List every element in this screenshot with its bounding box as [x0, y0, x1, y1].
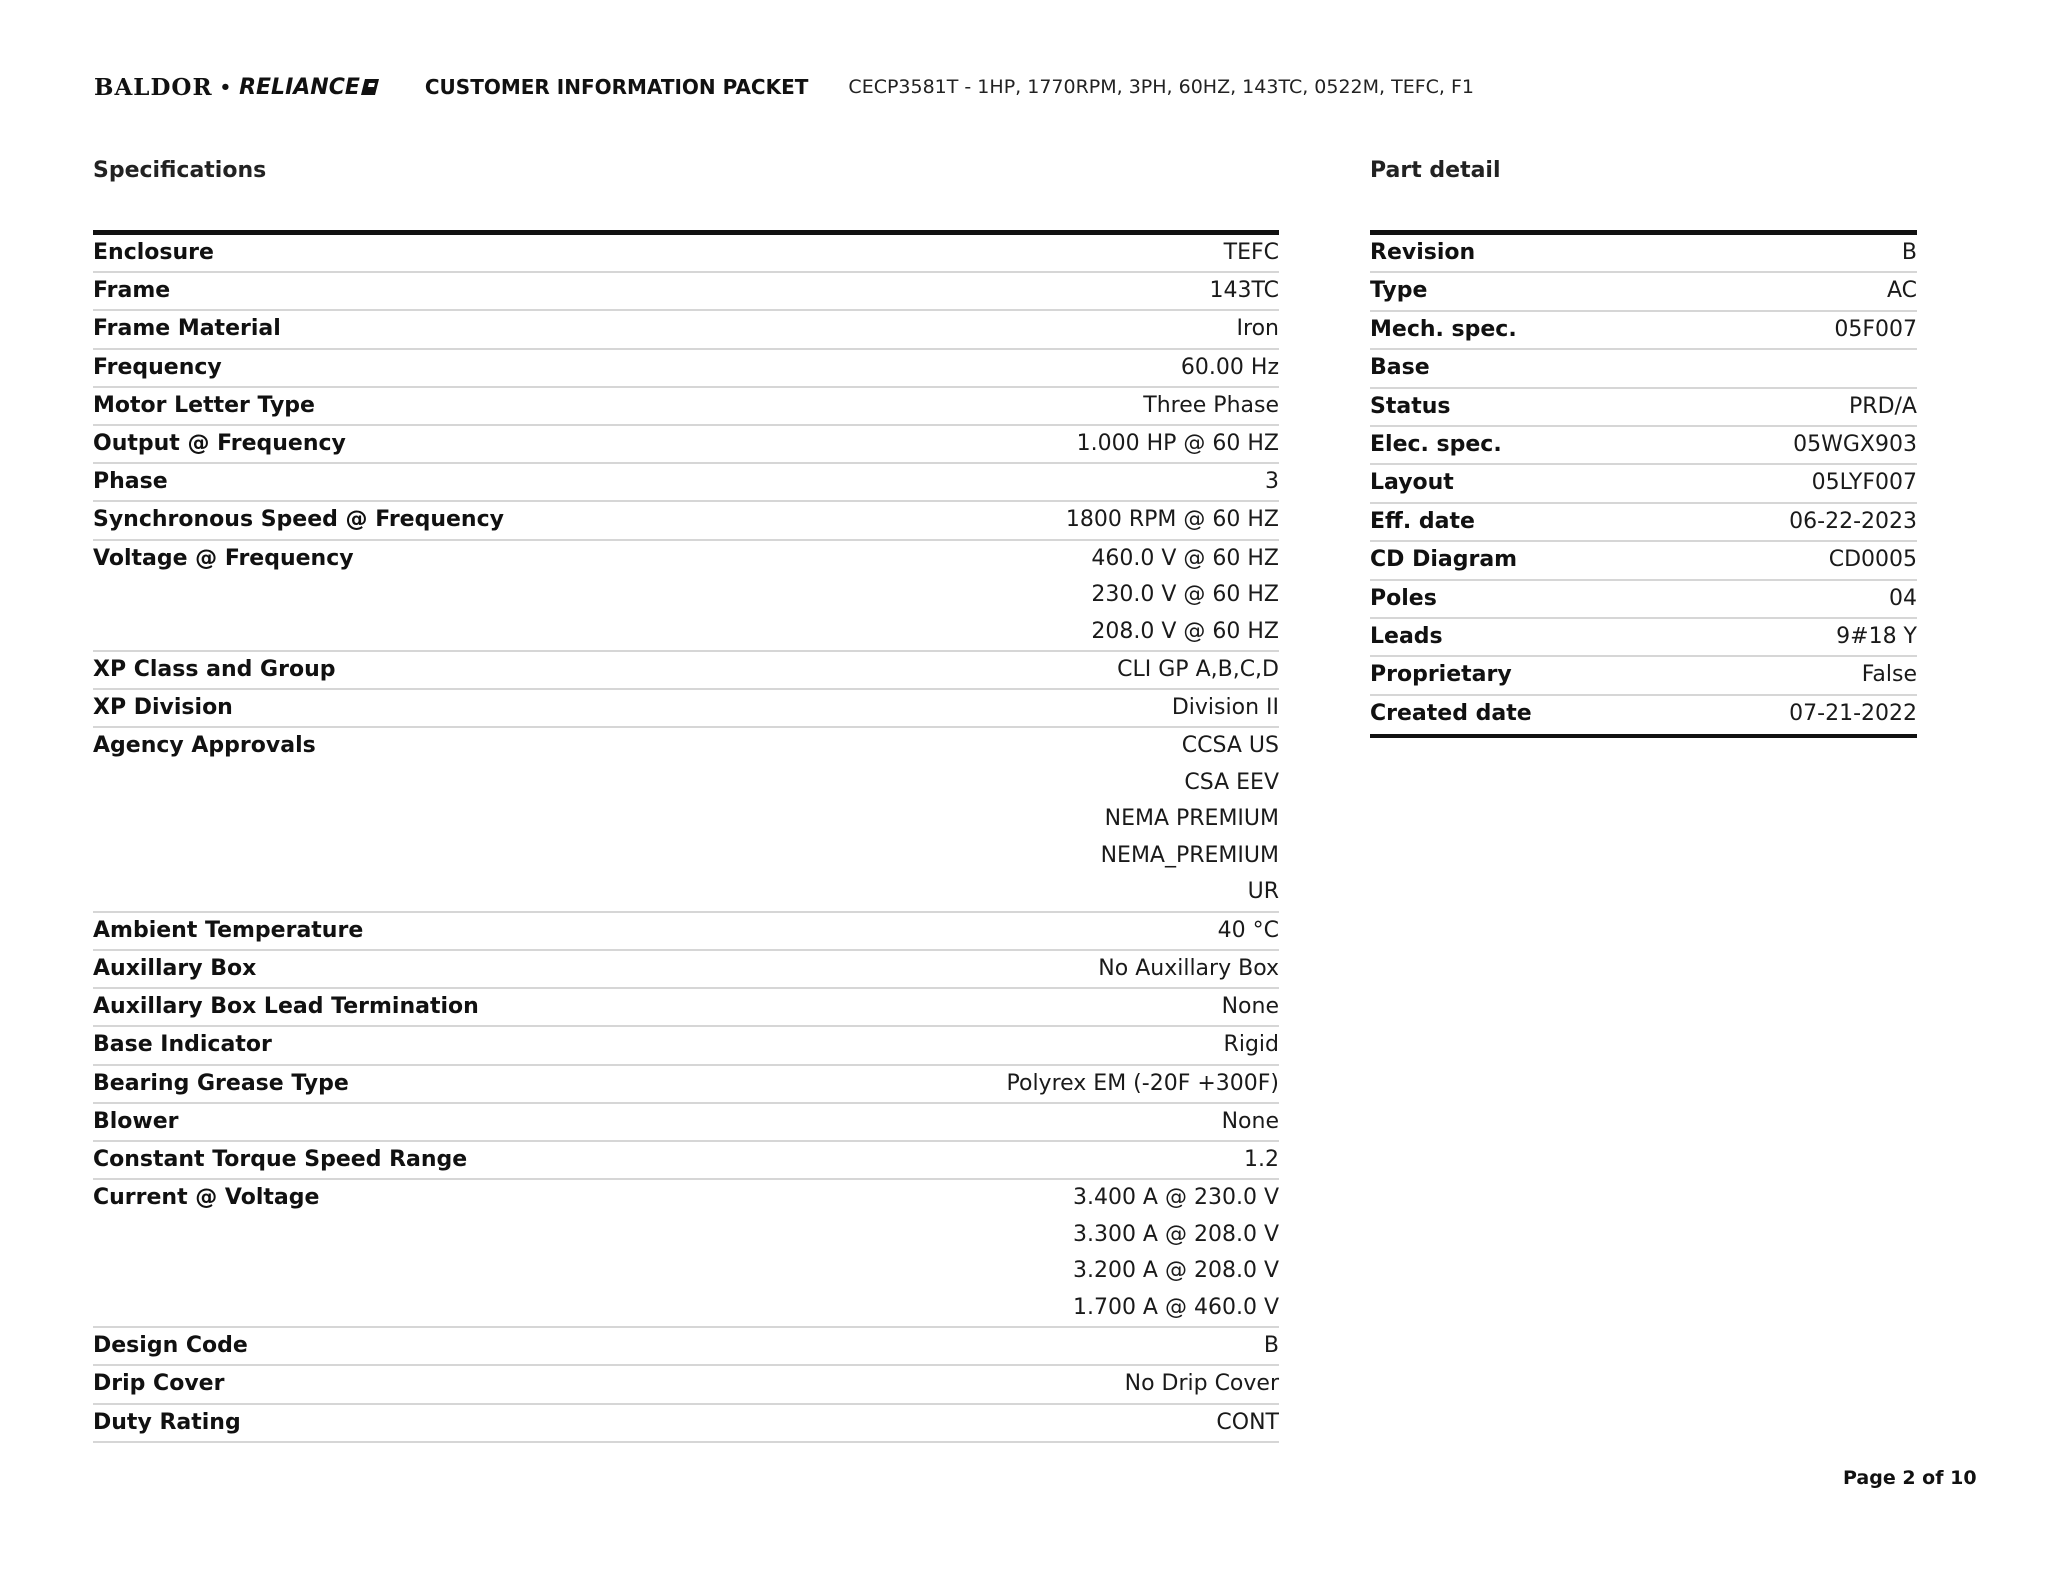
spec-values: [1077, 430, 1279, 458]
part-detail-value: 05LYF007: [1811, 470, 1917, 496]
logo-separator: •: [219, 76, 233, 98]
part-detail-label: Poles: [1370, 585, 1437, 611]
spec-label: Auxillary Box Lead Termination: [93, 994, 479, 1020]
part-detail-label: Leads: [1370, 623, 1443, 649]
spec-values: [1143, 392, 1279, 420]
spec-row: [93, 652, 1279, 690]
part-detail-value: 05WGX903: [1793, 431, 1917, 457]
spec-label: Frame: [93, 278, 171, 304]
spec-value: CSA EEV: [1184, 769, 1279, 795]
spec-values: [1244, 1146, 1279, 1174]
spec-value: No Auxillary Box: [1098, 956, 1279, 982]
page-header: [94, 72, 1474, 102]
spec-row: [93, 690, 1279, 728]
spec-value: CCSA US: [1181, 733, 1279, 759]
part-detail-label: Revision: [1370, 240, 1476, 265]
spec-values: [1125, 1370, 1279, 1398]
spec-row: [93, 1366, 1279, 1404]
spec-label: Voltage @ Frequency: [93, 545, 354, 571]
spec-value: CONT: [1216, 1409, 1279, 1435]
product-description: CECP3581T - 1HP, 1770RPM, 3PH, 60HZ, 143TC, 0522M, TEFC, F1: [848, 76, 1475, 98]
spec-label: XP Class and Group: [93, 656, 336, 682]
spec-label: Ambient Temperature: [93, 917, 364, 943]
spec-value: 143TC: [1209, 278, 1279, 304]
part-detail-value: PRD/A: [1849, 393, 1917, 419]
spec-label: Bearing Grease Type: [93, 1070, 349, 1096]
part-detail-value: False: [1861, 662, 1917, 688]
part-detail-row: [1370, 619, 1917, 657]
part-detail-row: [1370, 465, 1917, 503]
part-detail-value: 06-22-2023: [1789, 508, 1917, 534]
spec-values: [1209, 277, 1279, 305]
part-detail-label: Base: [1370, 355, 1430, 381]
part-detail-label: CD Diagram: [1370, 547, 1518, 573]
part-detail-value: 05F007: [1834, 316, 1917, 342]
spec-label: Synchronous Speed @ Frequency: [93, 507, 504, 533]
part-detail-row: [1370, 581, 1917, 619]
spec-label: Enclosure: [93, 240, 214, 265]
spec-value: 3: [1265, 469, 1279, 495]
spec-value: NEMA PREMIUM: [1104, 806, 1279, 832]
part-detail-row: [1370, 350, 1917, 388]
spec-values: [1216, 1409, 1279, 1437]
part-detail-label: Created date: [1370, 700, 1532, 726]
spec-values: [1181, 354, 1279, 382]
spec-label: Base Indicator: [93, 1032, 272, 1058]
spec-values: [1264, 1332, 1279, 1360]
part-detail-label: Eff. date: [1370, 508, 1475, 534]
part-detail-label: Proprietary: [1370, 662, 1512, 688]
spec-row: [93, 541, 1279, 652]
spec-values: [1265, 468, 1279, 496]
spec-label: Blower: [93, 1108, 179, 1134]
spec-label: Motor Letter Type: [93, 392, 315, 418]
part-detail-value: 04: [1889, 585, 1917, 611]
spec-value: Iron: [1236, 316, 1279, 342]
part-detail-row: [1370, 657, 1917, 695]
spec-values: [1117, 656, 1279, 684]
spec-value: B: [1263, 1333, 1279, 1359]
specifications-heading: Specifications: [93, 158, 267, 183]
spec-row: [93, 350, 1279, 388]
spec-values: [1224, 239, 1279, 267]
spec-row: [93, 235, 1279, 273]
spec-value: 1.2: [1244, 1146, 1279, 1172]
spec-value: 230.0 V @ 60 HZ: [1091, 582, 1279, 607]
spec-value: Rigid: [1223, 1032, 1279, 1058]
spec-row: [93, 426, 1279, 464]
spec-value: Polyrex EM (-20F +300F): [1006, 1070, 1279, 1096]
spec-values: [1073, 1180, 1279, 1326]
spec-value: 1800 RPM @ 60 HZ: [1065, 507, 1279, 533]
part-detail-value: B: [1901, 240, 1917, 265]
spec-values: [1172, 694, 1279, 722]
page-number: Page 2 of 10: [1843, 1467, 1977, 1489]
spec-value: None: [1221, 1108, 1279, 1134]
part-detail-row: [1370, 427, 1917, 465]
spec-value: 60.00 Hz: [1180, 354, 1279, 380]
spec-row: [93, 989, 1279, 1027]
spec-values: [1222, 1108, 1279, 1136]
part-detail-row: [1370, 504, 1917, 542]
part-detail-table: [1370, 230, 1917, 738]
spec-label: XP Division: [93, 695, 233, 721]
spec-label: Drip Cover: [93, 1371, 225, 1397]
spec-value: None: [1221, 994, 1279, 1020]
spec-values: [1237, 315, 1279, 343]
part-detail-label: Layout: [1370, 470, 1454, 496]
part-detail-label: Status: [1370, 393, 1451, 419]
spec-value: 40 °C: [1217, 917, 1279, 943]
spec-values: [1098, 955, 1279, 983]
spec-row: [93, 1142, 1279, 1180]
spec-row: [93, 728, 1279, 913]
spec-value: CLI GP A,B,C,D: [1117, 656, 1279, 682]
spec-row: [93, 1104, 1279, 1142]
spec-row: [93, 273, 1279, 311]
part-detail-row: [1370, 235, 1917, 273]
part-detail-label: Mech. spec.: [1370, 316, 1517, 342]
spec-value: 3.400 A @ 230.0 V: [1072, 1185, 1279, 1211]
spec-label: Output @ Frequency: [93, 430, 346, 456]
spec-values: [1222, 993, 1279, 1021]
part-detail-row: [1370, 273, 1917, 311]
specifications-section: [93, 158, 1279, 1443]
spec-value: NEMA_PREMIUM: [1100, 842, 1279, 868]
reliance-mark-icon: [361, 79, 379, 95]
spec-values: [1224, 1031, 1279, 1059]
part-detail-section: [1370, 158, 1917, 738]
spec-label: Current @ Voltage: [93, 1185, 320, 1211]
logo-reliance-text: RELIANCE: [239, 74, 360, 100]
spec-value: 460.0 V @ 60 HZ: [1091, 545, 1279, 571]
spec-value: 3.200 A @ 208.0 V: [1072, 1258, 1279, 1284]
spec-label: Frequency: [93, 354, 222, 380]
spec-value: 3.300 A @ 208.0 V: [1072, 1221, 1279, 1247]
spec-label: Constant Torque Speed Range: [93, 1146, 468, 1172]
spec-values: [1091, 541, 1279, 651]
spec-row: [93, 1328, 1279, 1366]
part-detail-row: [1370, 696, 1917, 734]
spec-value: TEFC: [1223, 240, 1279, 265]
document-title: CUSTOMER INFORMATION PACKET: [424, 75, 809, 99]
spec-label: Design Code: [93, 1333, 248, 1359]
part-detail-label: Type: [1370, 278, 1428, 304]
spec-row: [93, 1405, 1279, 1443]
spec-row: [93, 388, 1279, 426]
spec-row: [93, 913, 1279, 951]
spec-value: No Drip Cover: [1124, 1371, 1279, 1397]
part-detail-heading: Part detail: [1370, 158, 1501, 183]
spec-values: [1066, 506, 1279, 534]
spec-label: Agency Approvals: [93, 733, 316, 759]
spec-value: Division II: [1171, 695, 1279, 721]
spec-values: [1007, 1070, 1280, 1098]
part-detail-value: 07-21-2022: [1789, 700, 1917, 726]
spec-label: Frame Material: [93, 316, 281, 342]
spec-label: Phase: [93, 469, 168, 495]
spec-value: UR: [1247, 879, 1279, 905]
specifications-table: [93, 230, 1279, 1443]
spec-value: 208.0 V @ 60 HZ: [1091, 618, 1279, 644]
spec-label: Duty Rating: [93, 1409, 241, 1435]
part-detail-value: AC: [1886, 278, 1917, 304]
baldor-reliance-logo: [94, 74, 377, 101]
spec-row: [93, 1027, 1279, 1065]
part-detail-value: 9#18 Y: [1836, 623, 1917, 649]
spec-row: [93, 1180, 1279, 1328]
spec-row: [93, 1066, 1279, 1104]
logo-baldor-text: BALDOR: [94, 73, 213, 101]
spec-row: [93, 311, 1279, 349]
part-detail-row: [1370, 542, 1917, 580]
part-detail-value: CD0005: [1828, 547, 1917, 573]
spec-value: Three Phase: [1143, 392, 1279, 418]
part-detail-label: Elec. spec.: [1370, 431, 1502, 457]
spec-values: [1218, 917, 1279, 945]
part-detail-row: [1370, 312, 1917, 350]
spec-row: [93, 951, 1279, 989]
spec-row: [93, 502, 1279, 540]
spec-values: [1101, 728, 1279, 911]
spec-value: 1.700 A @ 460.0 V: [1072, 1294, 1279, 1320]
spec-row: [93, 464, 1279, 502]
part-detail-row: [1370, 389, 1917, 427]
spec-label: Auxillary Box: [93, 956, 257, 982]
spec-value: 1.000 HP @ 60 HZ: [1076, 430, 1279, 456]
